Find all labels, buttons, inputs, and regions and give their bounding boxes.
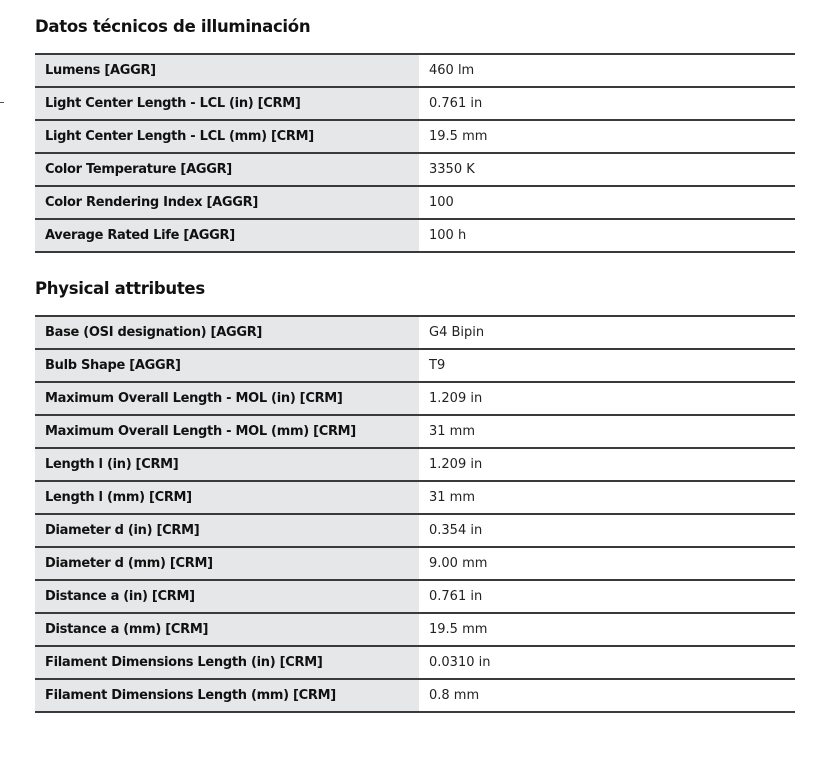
row-value: 100 — [419, 186, 795, 219]
table-row — [35, 87, 795, 120]
row-label: Filament Dimensions Length (mm) [CRM] — [35, 679, 419, 712]
table-row — [35, 679, 795, 712]
row-label: Maximum Overall Length - MOL (in) [CRM] — [35, 382, 419, 415]
table-row — [35, 186, 795, 219]
row-label: Length l (in) [CRM] — [35, 448, 419, 481]
table-row — [35, 481, 795, 514]
table-row — [35, 448, 795, 481]
row-label: Base (OSI designation) [AGGR] — [35, 316, 419, 349]
row-value: 0.761 in — [419, 87, 795, 120]
row-value: 0.8 mm — [419, 679, 795, 712]
row-label: Length l (mm) [CRM] — [35, 481, 419, 514]
row-value: 1.209 in — [419, 448, 795, 481]
row-value: 1.209 in — [419, 382, 795, 415]
table-row — [35, 547, 795, 580]
lighting-specs-table — [35, 53, 795, 253]
row-value: 31 mm — [419, 415, 795, 448]
row-label: Bulb Shape [AGGR] — [35, 349, 419, 382]
row-label: Diameter d (mm) [CRM] — [35, 547, 419, 580]
row-value: 19.5 mm — [419, 120, 795, 153]
row-label: Distance a (in) [CRM] — [35, 580, 419, 613]
table-row — [35, 153, 795, 186]
row-value: 460 lm — [419, 54, 795, 87]
table-row — [35, 613, 795, 646]
table-row — [35, 54, 795, 87]
table-row — [35, 646, 795, 679]
row-label: Color Temperature [AGGR] — [35, 153, 419, 186]
row-value: 0.0310 in — [419, 646, 795, 679]
row-value: 9.00 mm — [419, 547, 795, 580]
row-label: Maximum Overall Length - MOL (mm) [CRM] — [35, 415, 419, 448]
row-label: Distance a (mm) [CRM] — [35, 613, 419, 646]
row-label: Average Rated Life [AGGR] — [35, 219, 419, 252]
row-label: Diameter d (in) [CRM] — [35, 514, 419, 547]
row-value: 3350 K — [419, 153, 795, 186]
row-value: 31 mm — [419, 481, 795, 514]
row-label: Light Center Length - LCL (in) [CRM] — [35, 87, 419, 120]
table-row — [35, 316, 795, 349]
physical-attributes-table — [35, 315, 795, 713]
section-title-physical: Physical attributes — [35, 279, 205, 298]
table-row — [35, 382, 795, 415]
table-row — [35, 580, 795, 613]
row-value: 0.354 in — [419, 514, 795, 547]
table-row — [35, 349, 795, 382]
row-label: Lumens [AGGR] — [35, 54, 419, 87]
row-value: 19.5 mm — [419, 613, 795, 646]
table-row — [35, 120, 795, 153]
row-label: Light Center Length - LCL (mm) [CRM] — [35, 120, 419, 153]
row-value: T9 — [419, 349, 795, 382]
margin-mark — [0, 102, 4, 103]
row-value: 0.761 in — [419, 580, 795, 613]
section-title-lighting: Datos técnicos de illuminación — [35, 17, 311, 36]
row-label: Filament Dimensions Length (in) [CRM] — [35, 646, 419, 679]
row-label: Color Rendering Index [AGGR] — [35, 186, 419, 219]
table-row — [35, 514, 795, 547]
table-row — [35, 219, 795, 252]
table-row — [35, 415, 795, 448]
row-value: G4 Bipin — [419, 316, 795, 349]
row-value: 100 h — [419, 219, 795, 252]
